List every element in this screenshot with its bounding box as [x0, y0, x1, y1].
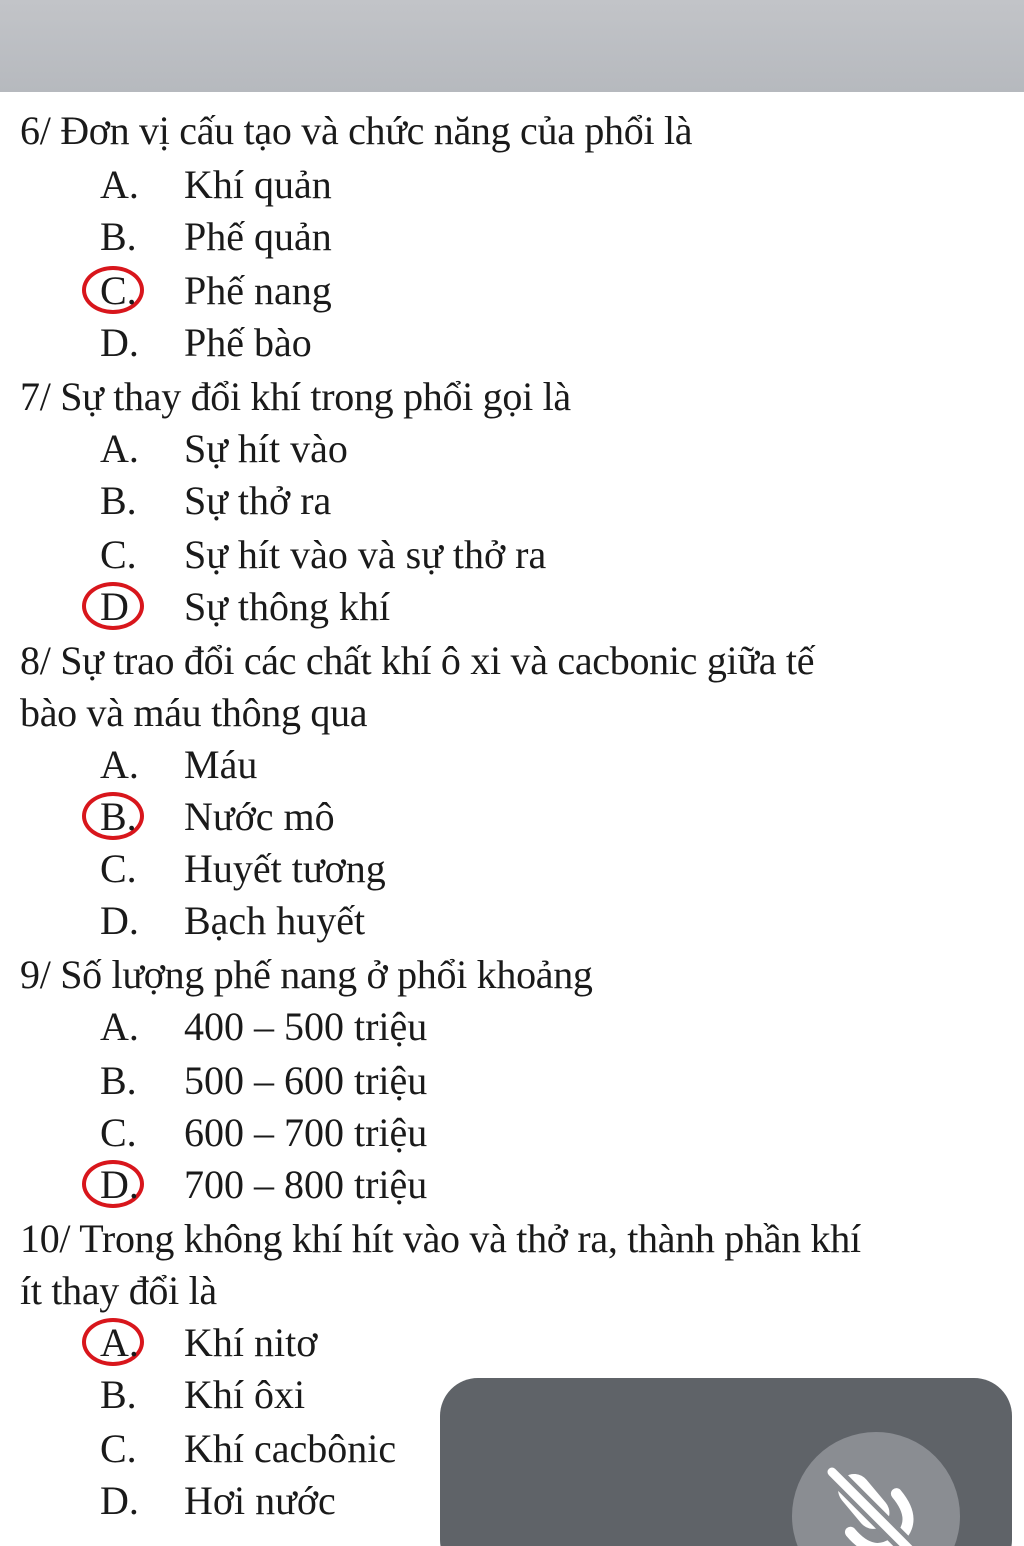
- question-7-text: 7/ Sự thay đổi khí trong phổi gọi là: [20, 374, 571, 419]
- option-letter: B.: [100, 1372, 137, 1417]
- question-9-option-c: [0, 1107, 1024, 1159]
- question-10-option-a: [0, 1317, 1024, 1369]
- question-6-option-c: [0, 265, 1024, 317]
- option-text: 500 – 600 triệu: [184, 1058, 428, 1103]
- option-letter: A.: [100, 1320, 139, 1365]
- option-letter: D.: [100, 1478, 139, 1523]
- question-7-option-b: [0, 475, 1024, 527]
- question-6-option-d: [0, 317, 1024, 369]
- question-8-option-a: [0, 739, 1024, 791]
- option-text: Nước mô: [184, 794, 335, 839]
- question-8-text: 8/ Sự trao đổi các chất khí ô xi và cacbonic giữa tế: [20, 638, 815, 683]
- option-letter: C.: [100, 532, 137, 577]
- question-7-option-d: [0, 581, 1024, 633]
- question-9-option-a: [0, 1001, 1024, 1053]
- option-letter: B.: [100, 794, 137, 839]
- question-9-option-b: [0, 1055, 1024, 1107]
- question-8-option-b: [0, 791, 1024, 843]
- option-text: Khí ôxi: [184, 1372, 306, 1417]
- option-text: 700 – 800 triệu: [184, 1162, 428, 1207]
- option-text: Máu: [184, 742, 258, 787]
- option-letter: C.: [100, 268, 137, 313]
- option-letter: D.: [100, 1162, 139, 1207]
- option-letter: C.: [100, 1110, 137, 1155]
- mute-microphone-button[interactable]: [792, 1432, 960, 1546]
- option-text: Huyết tương: [184, 846, 386, 891]
- option-text: 600 – 700 triệu: [184, 1110, 428, 1155]
- option-text: Bạch huyết: [184, 898, 366, 943]
- top-bar: [0, 0, 1024, 92]
- option-letter: B.: [100, 1058, 137, 1103]
- option-text: Sự hít vào và sự thở ra: [184, 532, 547, 577]
- option-text: Khí cacbônic: [184, 1426, 397, 1471]
- question-8-text-cont: bào và máu thông qua: [20, 690, 368, 735]
- option-letter: C.: [100, 846, 137, 891]
- option-text: Sự hít vào: [184, 426, 348, 471]
- option-letter: D.: [100, 320, 139, 365]
- option-letter: D.: [100, 898, 139, 943]
- question-6-option-b: [0, 211, 1024, 263]
- option-letter: A.: [100, 742, 139, 787]
- question-6-text: 6/ Đơn vị cấu tạo và chức năng của phổi là: [20, 108, 693, 153]
- option-letter: A.: [100, 162, 139, 207]
- option-text: 400 – 500 triệu: [184, 1004, 428, 1049]
- question-8-option-d: [0, 895, 1024, 947]
- question-6-option-a: [0, 159, 1024, 211]
- question-8-option-c: [0, 843, 1024, 895]
- option-letter: D: [100, 584, 129, 629]
- option-letter: C.: [100, 1426, 137, 1471]
- question-10-text: 10/ Trong không khí hít vào và thở ra, thành phần khí: [20, 1216, 861, 1261]
- option-text: Sự thở ra: [184, 478, 332, 523]
- question-7-option-c: [0, 529, 1024, 581]
- question-9-text: 9/ Số lượng phế nang ở phổi khoảng: [20, 952, 593, 997]
- option-text: Khí quản: [184, 162, 332, 207]
- question-7-option-a: [0, 423, 1024, 475]
- option-text: Phế bào: [184, 320, 312, 365]
- option-text: Sự thông khí: [184, 584, 391, 629]
- option-letter: B.: [100, 214, 137, 259]
- option-text: Hơi nước: [184, 1478, 336, 1523]
- option-text: Phế nang: [184, 268, 332, 313]
- option-text: Khí nitơ: [184, 1320, 318, 1365]
- option-text: Phế quản: [184, 214, 332, 259]
- option-letter: A.: [100, 426, 139, 471]
- option-letter: B.: [100, 478, 137, 523]
- option-letter: A.: [100, 1004, 139, 1049]
- question-9-option-d: [0, 1159, 1024, 1211]
- question-10-text-cont: ít thay đổi là: [20, 1268, 217, 1313]
